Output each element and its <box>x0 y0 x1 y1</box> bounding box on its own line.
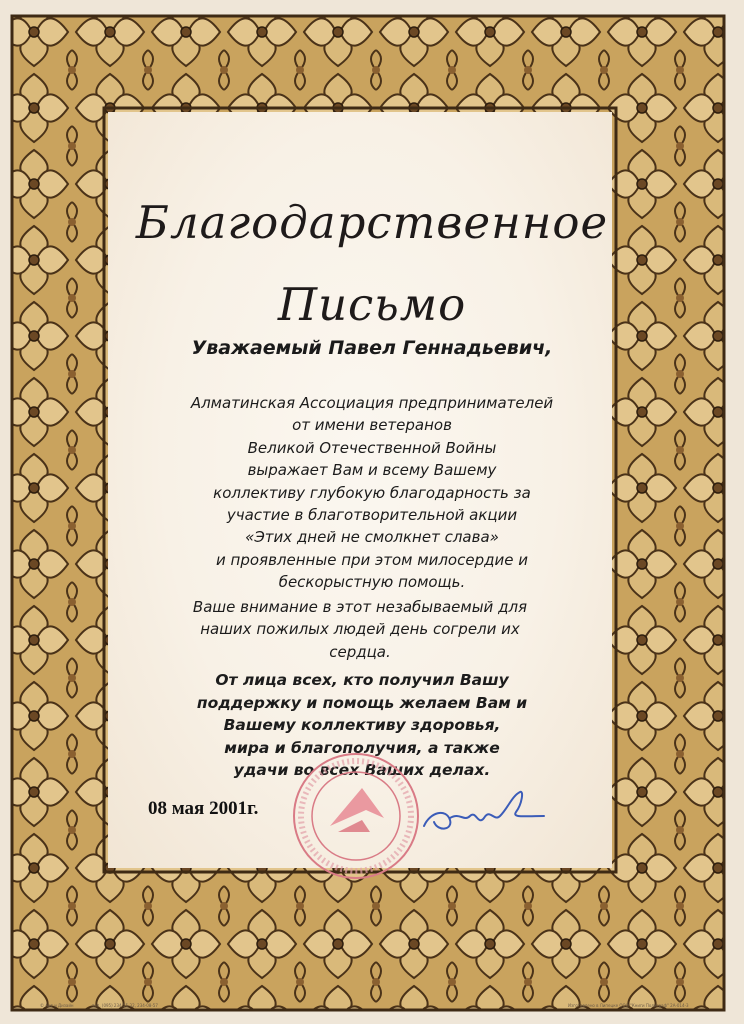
text-line: удачи во всех Ваших делах. <box>233 761 491 779</box>
footer-printer: Изготовлено в Липецке ООО "Книги Полиграф" 2А-014-3 <box>568 1003 689 1008</box>
text-line: От лица всех, кто получил Вашу <box>215 671 509 689</box>
paragraph-gratitude <box>130 392 614 594</box>
footer-phone: тел. (095) 234-55-32, 234-08-57 <box>92 1003 158 1008</box>
paragraph-attention <box>118 596 602 663</box>
text-line: и проявленные при этом милосердие и <box>216 550 528 569</box>
text-line: бескорыстную помощь. <box>278 573 466 592</box>
text-line: участие в благотворительной акции <box>226 506 518 525</box>
footer-publisher: © Арт и Дизайн <box>40 1003 74 1008</box>
signature <box>420 782 550 842</box>
title-line-2: Письмо <box>277 278 467 331</box>
text-line: наших пожилых людей день согрели их <box>200 620 520 639</box>
text-line: мира и благополучия, а также <box>224 738 500 757</box>
issue-date: 08 мая 2001г. <box>148 798 259 819</box>
text-line: поддержку и помощь желаем Вам и <box>196 693 528 712</box>
text-line: сердца. <box>329 642 391 661</box>
text-line: Великой Отечественной Войны <box>247 438 497 457</box>
text-line: от имени ветеранов <box>292 416 452 435</box>
text-line: коллективу глубокую благодарность за <box>213 483 531 502</box>
text-line: «Этих дней не смолкнет слава» <box>245 528 499 547</box>
round-seal-stamp <box>288 748 424 884</box>
text-line: Вашему коллективу здоровья, <box>223 716 501 734</box>
greeting: Уважаемый Павел Геннадьевич, <box>191 337 553 359</box>
text-line: Ваше внимание в этот незабываемый для <box>192 598 528 616</box>
title-line-1: Благодарственное <box>135 196 609 249</box>
text-line: выражает Вам и всему Вашему <box>247 461 497 480</box>
text-line: Алматинская Ассоциация предпринимателей <box>190 394 554 412</box>
